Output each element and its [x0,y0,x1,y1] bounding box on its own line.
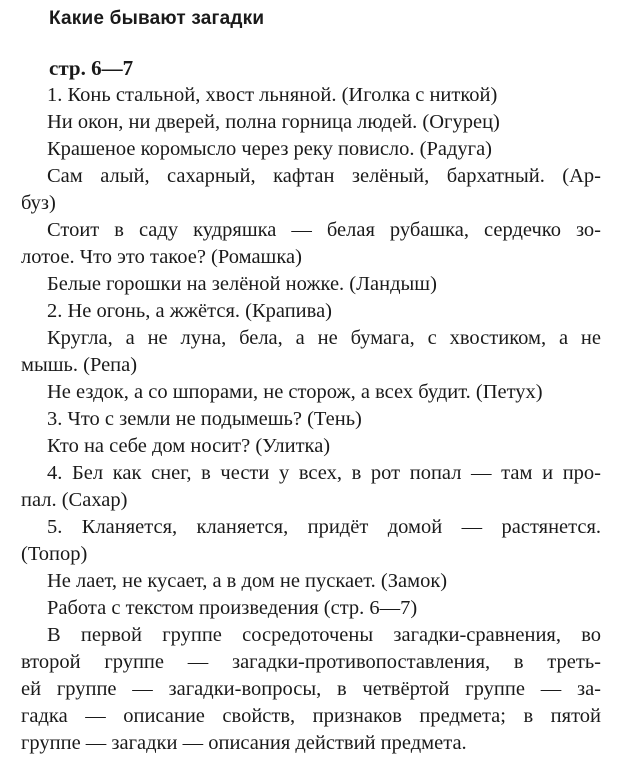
text-line: второй группе — загадки-противопоставления, в треть- [21,651,601,673]
section-title: Какие бывают загадки [49,8,265,29]
text-line: Сам алый, сахарный, кафтан зелёный, бархатный. (Ар- [47,165,601,187]
text-line: пал. (Сахар) [21,489,128,511]
text-line: Ни окон, ни дверей, полна горница людей. (Огурец) [47,111,500,133]
text-line: 4. Бел как снег, в чести у всех, в рот попал — там и про- [47,462,601,484]
text-line: лотое. Что это такое? (Ромашка) [21,246,302,268]
text-line: Кругла, а не луна, бела, а не бумага, с хвостиком, а не [47,327,601,349]
text-line: группе — загадки — описания действий предмета. [21,732,467,754]
text-line: 1. Конь стальной, хвост льняной. (Иголка с ниткой) [47,84,498,106]
pages-reference: стр. 6—7 [49,56,134,80]
text-line: Крашеное коромысло через реку повисло. (Радуга) [47,138,492,160]
text-line: ей группе — загадки-вопросы, в четвёртой группе — за- [21,678,601,700]
text-line: В первой группе сосредоточены загадки-сравнения, во [47,624,601,646]
text-line: мышь. (Репа) [21,354,138,376]
text-line: Работа с текстом произведения (стр. 6—7) [47,597,418,619]
text-line: 5. Кланяется, кланяется, придёт домой — растянется. [47,516,601,538]
text-line: Стоит в саду кудряшка — белая рубашка, сердечко зо- [47,219,601,241]
text-line: 3. Что с земли не подымешь? (Тень) [47,408,362,430]
text-line: Кто на себе дом носит? (Улитка) [47,435,331,457]
text-line: Не ездок, а со шпорами, не сторож, а всех будит. (Петух) [47,381,543,403]
text-line: гадка — описание свойств, признаков предмета; в пятой [21,705,601,727]
text-line: буз) [21,192,56,214]
answers-text [21,82,601,757]
text-line: Не лает, не кусает, а в дом не пускает. (Замок) [47,570,448,592]
text-line: (Топор) [21,543,88,565]
text-line: Белые горошки на зелёной ножке. (Ландыш) [47,273,437,295]
text-line: 2. Не огонь, а жжётся. (Крапива) [47,300,332,322]
